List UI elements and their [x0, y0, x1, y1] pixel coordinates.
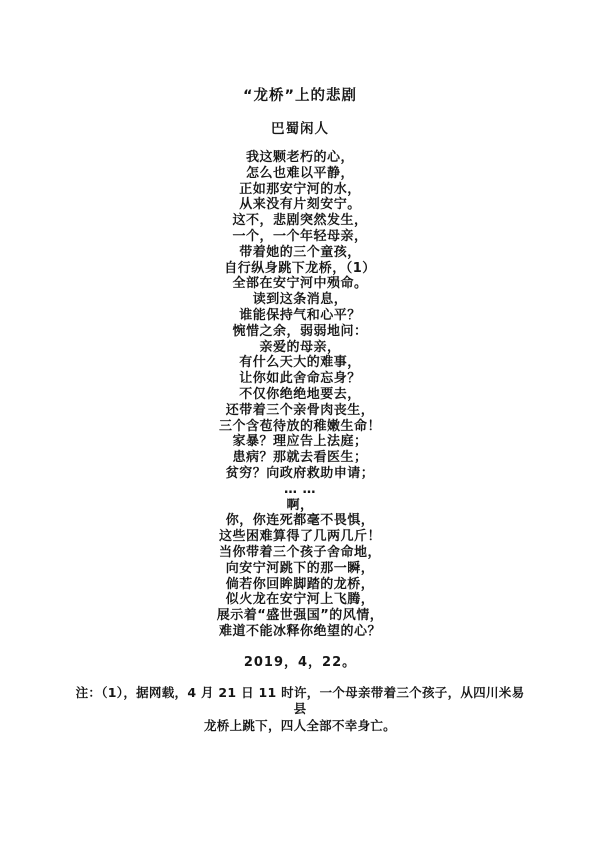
poem-line: 倘若你回眸脚踏的龙桥， — [225, 576, 375, 592]
poem-line: 三个含苞待放的稚嫩生命！ — [218, 418, 381, 434]
poem-line: 这些困难算得了几两几斤！ — [218, 529, 381, 545]
poem-line: 有什么天大的难事， — [239, 355, 361, 371]
footnote-line: 注：（1），据网载，4 月 21 日 11 时许，一个母亲带着三个孩子，从四川米易县 — [75, 684, 525, 717]
poem-line: 我这颗老朽的心， — [245, 150, 354, 165]
poem-line: 难道不能冰释你绝望的心？ — [218, 623, 381, 639]
poem-line: 怎么也难以平静， — [245, 165, 354, 181]
poem-line: 你，你连死都毫不畏惧， — [225, 513, 375, 529]
poem-body — [0, 150, 600, 640]
poem-line: 带着她的三个童孩， — [239, 244, 361, 260]
poem-line: 这不，悲剧突然发生， — [232, 213, 368, 229]
footnote — [70, 685, 530, 735]
poem-date: 2019，4，22。 — [243, 654, 357, 670]
poem-line: 正如那安宁河的水， — [239, 181, 361, 197]
poem-line: 还带着三个亲骨肉丧生， — [225, 402, 375, 418]
poem-line: 贫穷？向政府救助申请； — [225, 465, 375, 481]
poem-author: 巴蜀闲人 — [271, 121, 329, 137]
poem-line: … … — [283, 481, 317, 497]
poem-line: 当你带着三个孩子舍命地， — [218, 544, 381, 560]
poem-line: 亲爱的母亲， — [259, 339, 341, 355]
poem-line: 一个，一个年轻母亲， — [232, 228, 368, 244]
poem-line: 啊， — [286, 497, 314, 513]
footnote-line: 龙桥上跳下，四人全部不幸身亡。 — [203, 717, 396, 733]
poem-line: 向安宁河跳下的那一瞬， — [225, 560, 375, 576]
poem-line: 谁能保持气和心平？ — [239, 307, 361, 323]
poem-title: “龙桥”上的悲剧 — [242, 88, 358, 104]
poem-line: 展示着“盛世强国”的风情， — [216, 608, 384, 624]
poem-line: 自行纵身跳下龙桥，（1） — [224, 260, 376, 276]
poem-line: 读到这条消息， — [252, 292, 348, 308]
poem-line: 患病？那就去看医生； — [232, 450, 368, 466]
poem-line: 惋惜之余，弱弱地问： — [232, 323, 368, 339]
poem-line: 全部在安宁河中殒命。 — [232, 276, 368, 292]
poem-line: 让你如此舍命忘身？ — [239, 371, 361, 387]
poem-line: 似火龙在安宁河上飞腾， — [225, 592, 375, 608]
poem-line: 不仅你绝绝地要去， — [239, 386, 361, 402]
poem-line: 家暴？理应告上法庭； — [232, 434, 368, 450]
poem-line: 从来没有片刻安宁。 — [239, 197, 361, 213]
